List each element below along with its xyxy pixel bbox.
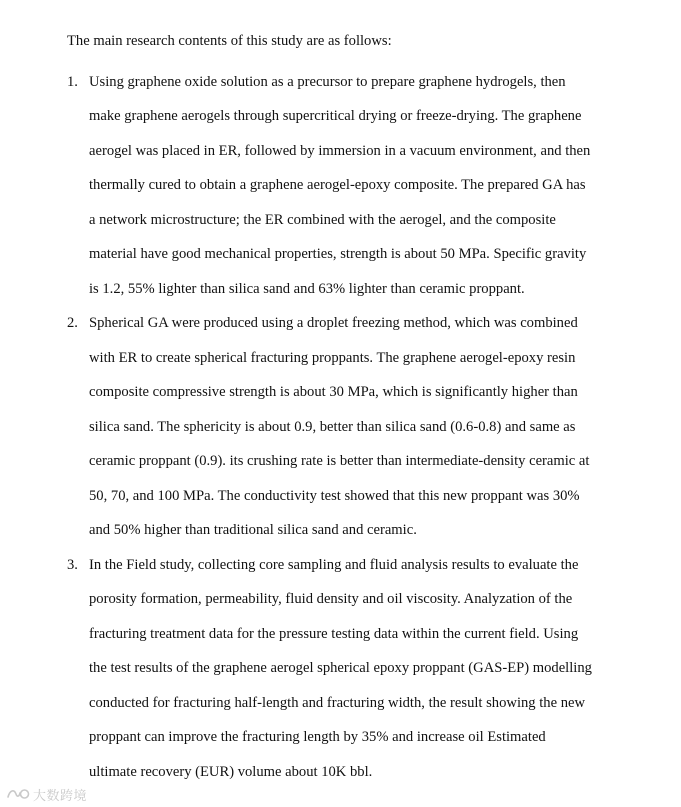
list-item-line: proppant can improve the fracturing length by 35% and increase oil Estimated	[89, 729, 546, 745]
list-item	[67, 306, 627, 548]
intro-paragraph: The main research contents of this study are as follows:	[67, 33, 392, 49]
brand-logo-icon	[6, 787, 30, 801]
list-item	[67, 548, 627, 790]
watermark	[6, 784, 87, 804]
list-item-line: aerogel was placed in ER, followed by immersion in a vacuum environment, and then	[89, 142, 591, 159]
list-item-line: thermally cured to obtain a graphene aerogel-epoxy composite. The prepared GA has	[89, 177, 586, 193]
list-item-line: and 50% higher than traditional silica sand and ceramic.	[89, 522, 417, 538]
list-item-number: 3.	[67, 556, 78, 573]
list-item-line: a network microstructure; the ER combined with the aerogel, and the composite	[89, 211, 556, 228]
research-contents-list	[67, 65, 627, 790]
list-item-line: porosity formation, permeability, fluid density and oil viscosity. Analyzation of the	[89, 591, 573, 607]
list-item-line: composite compressive strength is about 30 MPa, which is significantly higher than	[89, 384, 578, 400]
list-item-line: conducted for fracturing half-length and fracturing width, the result showing the new	[89, 694, 586, 711]
list-item-line: fracturing treatment data for the pressure testing data within the current field. Using	[89, 625, 579, 642]
list-item-number: 2.	[67, 315, 78, 331]
list-item	[67, 65, 627, 307]
list-item-line: the test results of the graphene aerogel spherical epoxy proppant (GAS-EP) modelling	[89, 660, 592, 676]
list-item-line: is 1.2, 55% lighter than silica sand and 63% lighter than ceramic proppant.	[89, 280, 525, 297]
list-item-line: with ER to create spherical fracturing proppants. The graphene aerogel-epoxy resin	[89, 349, 576, 366]
list-item-line: ceramic proppant (0.9). its crushing rate is better than intermediate-density ceramic at	[89, 453, 590, 469]
list-item-line: In the Field study, collecting core sampling and fluid analysis results to evaluate the	[89, 556, 579, 573]
list-item-line: 50, 70, and 100 MPa. The conductivity test showed that this new proppant was 30%	[89, 487, 580, 504]
list-item-line: make graphene aerogels through supercritical drying or freeze-drying. The graphene	[89, 108, 582, 124]
watermark-text: 大数跨境	[33, 788, 88, 804]
list-item-line: material have good mechanical properties, strength is about 50 MPa. Specific gravity	[89, 246, 587, 262]
list-item-line: ultimate recovery (EUR) volume about 10K bbl.	[89, 763, 373, 780]
list-item-line: Spherical GA were produced using a droplet freezing method, which was combined	[89, 315, 578, 331]
list-item-number: 1.	[67, 73, 78, 90]
list-item-line: silica sand. The sphericity is about 0.9, better than silica sand (0.6-0.8) and same as	[89, 418, 576, 435]
list-item-line: Using graphene oxide solution as a precursor to prepare graphene hydrogels, then	[89, 73, 566, 90]
